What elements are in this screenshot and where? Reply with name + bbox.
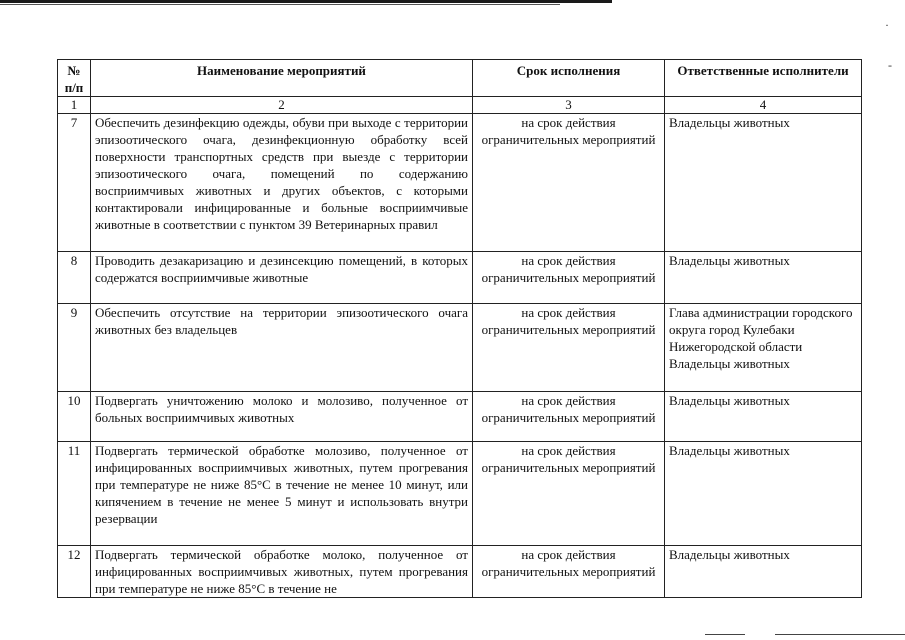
header-resp: Ответственные исполнители	[665, 60, 862, 97]
scan-speck: -	[888, 58, 892, 72]
measure-name: Обеспечить дезинфекцию одежды, обуви при выходе с территории эпизоотического очага, дезинфекционную обработку всей поверхности транспортных средств при выезде с территории эпизоотического очага, помещений по содержанию восприимчивых животных и других объектов, с которыми контактировали инфицированные и больные восприимчивые животные в соответствии с пунктом 39 Ветеринарных правил	[91, 114, 473, 252]
column-number: 3	[473, 97, 665, 114]
measure-responsible: Владельцы животных	[665, 252, 862, 304]
scan-border-top-thin	[0, 4, 560, 5]
header-term: Срок исполнения	[473, 60, 665, 97]
header-num: № п/п	[58, 60, 91, 97]
measure-responsible: Владельцы животных	[665, 442, 862, 546]
measure-term: на срок действия ограничительных мероприятий	[473, 304, 665, 392]
column-number: 2	[91, 97, 473, 114]
table-row	[58, 442, 862, 546]
table-row	[58, 392, 862, 442]
measure-responsible: Глава администрации городского округа город Кулебаки Нижегородской области Владельцы животных	[665, 304, 862, 392]
measure-responsible: Владельцы животных	[665, 546, 862, 598]
scan-speck: ·	[885, 18, 889, 32]
scan-line	[705, 634, 745, 635]
scan-line	[775, 634, 905, 635]
measure-name: Проводить дезакаризацию и дезинсекцию помещений, в которых содержатся восприимчивые животные	[91, 252, 473, 304]
row-number: 10	[58, 392, 91, 442]
measure-term: на срок действия ограничительных мероприятий	[473, 392, 665, 442]
header-name: Наименование мероприятий	[91, 60, 473, 97]
measure-responsible: Владельцы животных	[665, 392, 862, 442]
column-number: 4	[665, 97, 862, 114]
column-number-row	[58, 97, 862, 114]
row-number: 11	[58, 442, 91, 546]
measure-name: Подвергать уничтожению молоко и молозиво, полученное от больных восприимчивых животных	[91, 392, 473, 442]
column-number: 1	[58, 97, 91, 114]
measure-term: на срок действия ограничительных мероприятий	[473, 252, 665, 304]
measures-table	[57, 59, 862, 598]
measure-name: Обеспечить отсутствие на территории эпизоотического очага животных без владельцев	[91, 304, 473, 392]
row-number: 8	[58, 252, 91, 304]
table-row	[58, 114, 862, 252]
measure-name: Подвергать термической обработке молоко, полученное от инфицированных восприимчивых животных, путем прогревания при температуре не ниже 85°С в течение не	[91, 546, 473, 598]
measure-term: на срок действия ограничительных мероприятий	[473, 546, 665, 598]
table-row	[58, 546, 862, 598]
measure-term: на срок действия ограничительных мероприятий	[473, 114, 665, 252]
row-number: 9	[58, 304, 91, 392]
measure-term: на срок действия ограничительных мероприятий	[473, 442, 665, 546]
measure-name: Подвергать термической обработке молозиво, полученное от инфицированных восприимчивых животных, путем прогревания при температуре не ниже 85°С в течение не менее 10 минут, или кипячением в течение не менее 5 минут и использовать внутри резервации	[91, 442, 473, 546]
row-number: 7	[58, 114, 91, 252]
table-row	[58, 304, 862, 392]
table-header-row	[58, 60, 862, 97]
measure-responsible: Владельцы животных	[665, 114, 862, 252]
row-number: 12	[58, 546, 91, 598]
scan-border-top	[0, 0, 612, 3]
table-row	[58, 252, 862, 304]
